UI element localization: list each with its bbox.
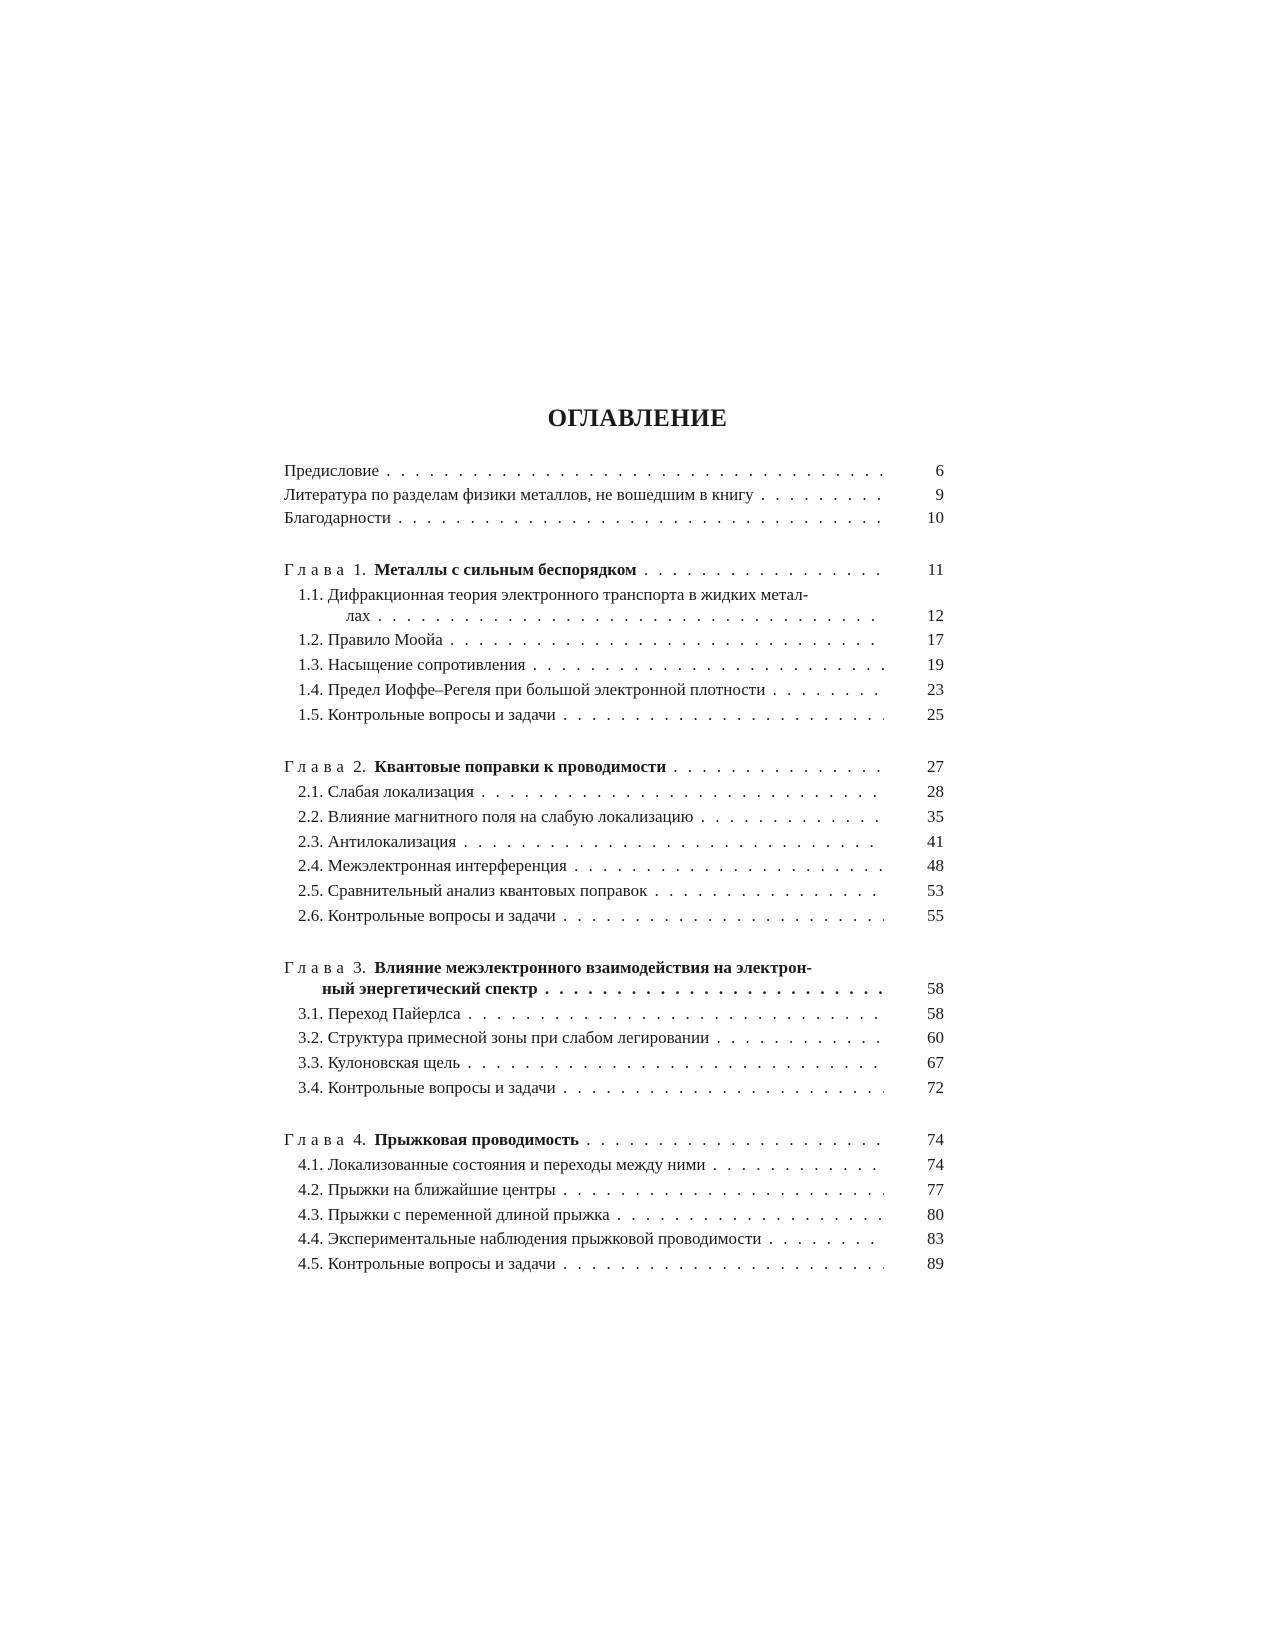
toc-chapter-1[interactable] <box>284 559 944 581</box>
toc-section-3-3[interactable] <box>284 1052 944 1074</box>
toc-page-number: 74 <box>927 1130 944 1149</box>
toc-page-number: 41 <box>927 832 944 851</box>
toc-section-1-5[interactable] <box>284 704 944 726</box>
toc-chapter-3-cont[interactable] <box>284 978 944 1000</box>
toc-page-number: 80 <box>927 1205 944 1224</box>
toc-entry-label: 3.2. Структура примесной зоны при слабом легировании . . . <box>298 1027 884 1049</box>
toc-page-number: 23 <box>927 680 944 699</box>
toc-entry-label: 3.1. Переход Пайерлса . . . <box>298 1003 884 1025</box>
toc-page-number: 58 <box>927 979 944 998</box>
toc-entry-label: 1.4. Предел Иоффе–Регеля при большой электронной плотности . . . <box>298 679 884 701</box>
toc-page-number: 89 <box>927 1254 944 1273</box>
toc-page-number: 58 <box>927 1004 944 1023</box>
toc-section-4-3[interactable] <box>284 1204 944 1226</box>
toc-section-2-3[interactable] <box>284 831 944 853</box>
toc-page-number: 12 <box>927 606 944 625</box>
toc-page-number: 72 <box>927 1078 944 1097</box>
toc-entry-preface[interactable] <box>284 460 944 482</box>
toc-entry-label: 4.5. Контрольные вопросы и задачи . . . <box>298 1253 884 1275</box>
toc-page-number: 67 <box>927 1053 944 1072</box>
page-title: ОГЛАВЛЕНИЕ <box>547 405 728 432</box>
chapter-number: 4. <box>353 1130 366 1149</box>
chapter-word: Глава <box>284 1130 349 1149</box>
toc-section-1-2[interactable] <box>284 629 944 651</box>
toc-entry-label: 4.4. Экспериментальные наблюдения прыжковой проводимости . . . <box>298 1228 884 1250</box>
toc-page-number: 6 <box>935 461 944 480</box>
toc-section-2-4[interactable] <box>284 855 944 877</box>
toc-entry-label: 1.5. Контрольные вопросы и задачи . . . <box>298 704 884 726</box>
chapter-title: ный энергетический спектр . . . <box>322 978 884 1000</box>
toc-entry-label: 2.5. Сравнительный анализ квантовых поправок . . . <box>298 880 884 902</box>
toc-entry-label: 4.2. Прыжки на ближайшие центры . . . <box>298 1179 884 1201</box>
toc-entry-label: 1.2. Правило Моойа . . . <box>298 629 884 651</box>
toc-section-2-6[interactable] <box>284 905 944 927</box>
toc-entry-label: 1.3. Насыщение сопротивления . . . <box>298 654 884 676</box>
chapter-number: 2. <box>353 757 366 776</box>
toc-page-number: 77 <box>927 1180 944 1199</box>
toc-entry-label: лах . . . <box>346 605 884 627</box>
toc-page-number: 28 <box>927 782 944 801</box>
toc-chapter-2[interactable] <box>284 756 944 778</box>
toc-entry-label: 4.1. Локализованные состояния и переходы между ними . . . <box>298 1154 884 1176</box>
toc-section-4-4[interactable] <box>284 1228 944 1250</box>
toc-entry-label: 3.4. Контрольные вопросы и задачи . . . <box>298 1077 884 1099</box>
toc-entry-label: 4.3. Прыжки с переменной длиной прыжка . . . <box>298 1204 884 1226</box>
chapter-title: Квантовые поправки к проводимости <box>374 757 667 776</box>
toc-section-4-5[interactable] <box>284 1253 944 1275</box>
toc-entry-literature[interactable] <box>284 484 944 506</box>
toc-entry-acknowledgements[interactable] <box>284 507 944 529</box>
toc-entry-label: Благодарности . . . <box>284 507 884 529</box>
toc-page-number: 9 <box>935 485 944 504</box>
toc-section-1-3[interactable] <box>284 654 944 676</box>
toc-page-number: 35 <box>927 807 944 826</box>
toc-entry-label: 2.4. Межэлектронная интерференция . . . <box>298 855 884 877</box>
toc-entry-label: Предисловие . . . <box>284 460 884 482</box>
toc-section-1-4[interactable] <box>284 679 944 701</box>
chapter-number: 3. <box>353 958 366 977</box>
toc-section-2-5[interactable] <box>284 880 944 902</box>
chapter-word: Глава <box>284 757 349 776</box>
chapter-number: 1. <box>353 560 366 579</box>
toc-page-number: 17 <box>927 630 944 649</box>
chapter-title: Металлы с сильным беспорядком <box>374 560 637 579</box>
toc-section-3-1[interactable] <box>284 1003 944 1025</box>
toc-section-4-2[interactable] <box>284 1179 944 1201</box>
toc-section-1-1[interactable] <box>284 584 944 606</box>
toc-section-2-2[interactable] <box>284 806 944 828</box>
toc-page-number: 55 <box>927 906 944 925</box>
toc-entry-label: 2.6. Контрольные вопросы и задачи . . . <box>298 905 884 927</box>
toc-page-number: 48 <box>927 856 944 875</box>
toc-entry-label: 1.1. Дифракционная теория электронного транспорта в жидких метал- <box>298 585 809 604</box>
toc-section-2-1[interactable] <box>284 781 944 803</box>
toc-section-1-1-cont[interactable] <box>284 605 944 627</box>
toc-chapter-4[interactable] <box>284 1129 944 1151</box>
toc-page-number: 74 <box>927 1155 944 1174</box>
toc-section-3-4[interactable] <box>284 1077 944 1099</box>
toc-section-3-2[interactable] <box>284 1027 944 1049</box>
toc-page-number: 10 <box>927 508 944 527</box>
toc-section-4-1[interactable] <box>284 1154 944 1176</box>
toc-page-number: 11 <box>927 560 944 579</box>
toc-page-number: 60 <box>927 1028 944 1047</box>
chapter-title: Влияние межэлектронного взаимодействия на электрон- <box>374 958 813 977</box>
toc-entry-label: 3.3. Кулоновская щель . . . <box>298 1052 884 1074</box>
toc-page-number: 27 <box>927 757 944 776</box>
toc-page-number: 25 <box>927 705 944 724</box>
toc-entry-label: 2.2. Влияние магнитного поля на слабую локализацию . . . <box>298 806 884 828</box>
chapter-word: Глава <box>284 958 349 977</box>
chapter-word: Глава <box>284 560 349 579</box>
toc-page-number: 53 <box>927 881 944 900</box>
toc-entry-label: 2.1. Слабая локализация . . . <box>298 781 884 803</box>
toc-entry-label: Литература по разделам физики металлов, не вошедшим в книгу . . . <box>284 484 884 506</box>
toc-entry-label: 2.3. Антилокализация . . . <box>298 831 884 853</box>
chapter-title: Прыжковая проводимость <box>374 1130 580 1149</box>
toc-page-number: 19 <box>927 655 944 674</box>
toc-chapter-3[interactable] <box>284 957 944 979</box>
toc-page-number: 83 <box>927 1229 944 1248</box>
